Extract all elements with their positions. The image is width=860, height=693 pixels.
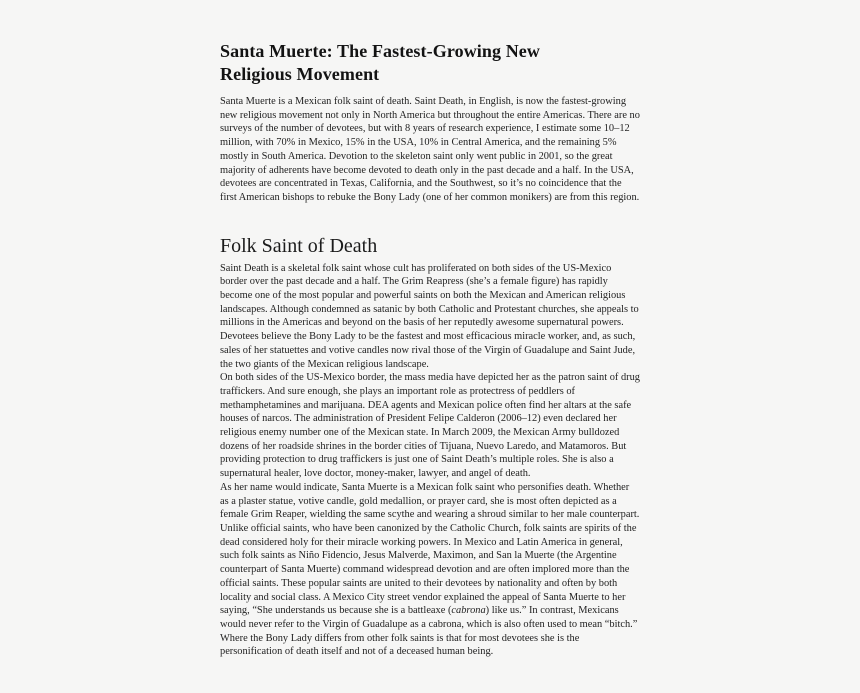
article-title [220, 40, 640, 86]
section-paragraph-3 [220, 481, 640, 659]
section-heading: Folk Saint of Death [220, 234, 378, 257]
article-title-line1: Santa Muerte: The Fastest-Growing New [220, 41, 540, 61]
paragraph-3-italic-term: cabrona [451, 605, 486, 617]
intro-paragraph: Santa Muerte is a Mexican folk saint of death. Saint Death, in English, is now the fastest-growing new religious movement not only in North America but throughout the entire Americas. There are no surveys of the number of devotees, but with 8 years of research experience, I estimate some 10–12 million, with 70% in Mexico, 15% in the USA, 10% in Central America, and the remaining 5% mostly in South America. Devotion to the skeleton saint only went public in 2001, so the great majority of adherents have become devoted to death only in the past decade and a half. In the USA, devotees are concentrated in Texas, California, and the Southwest, so it’s no coincidence that the first American bishops to rebuke the Bony Lady (one of her common monikers) are from this region. [220, 96, 640, 203]
section-paragraph-1: Saint Death is a skeletal folk saint whose cult has proliferated on both sides of the US-Mexico border over the past decade and a half. The Grim Reapress (she’s a female figure) has rapidly become one of the most popular and powerful saints on both the Mexican and American religious landscapes. Although condemned as satanic by both Catholic and Protestant churches, she appeals to millions in the Americas and beyond on the basis of her reputedly awesome supernatural powers. Devotees believe the Bony Lady to be the fastest and most efficacious miracle worker, and, as such, sales of her statuettes and votive candles now rival those of the Virgin of Guadalupe and Saint Jude, the two giants of the Mexican religious landscape. [220, 262, 639, 370]
article-title-line2: Religious Movement [220, 64, 380, 84]
paragraph-3-text-start: As her name would indicate, Santa Muerte is a Mexican folk saint who personifies death. Whether as a plaster statue, votive candle, gold medallion, or prayer card, she is most often depicted as a female Grim Reaper, wielding the same scythe and wearing a shroud similar to her male counterpart. Unlike official saints, who have been canonized by the Catholic Church, folk saints are spirits of the dead considered holy for their miracle working powers. In Mexico and Latin America in general, such folk saints as Niño Fidencio, Jesus Malverde, Maximon, and San la Muerte (the Argentine counterpart of Santa Muerte) command widespread devotion and are often implored more than the official saints. These popular saints are united to their devotees by nationality and often by both locality and social class. A Mexico City street vendor explained the appeal of Santa Muerte to her saying, “She understands us because she is a battleaxe ( [220, 481, 640, 617]
paragraph-3-text-end: ) like us.” In contrast, Mexicans would never refer to the Virgin of Guadalupe as a cabrona, which is also often used to mean “bitch.” Where the Bony Lady differs from other folk saints is that for most devotees she is the personification of death itself and not of a deceased human being. [220, 605, 638, 658]
document-page [220, 0, 640, 659]
section-paragraph-2: On both sides of the US-Mexico border, the mass media have depicted her as the patron saint of drug traffickers. And sure enough, she plays an important role as protectress of peddlers of methamphetamines and marijuana. DEA agents and Mexican police often find her altars at the safe houses of narcos. The administration of President Felipe Calderon (2006–12) even declared her religious enemy number one of the Mexican state. In March 2009, the Mexican Army bulldozed dozens of her roadside shrines in the border cities of Tijuana, Nuevo Laredo, and Matamoros. But providing protection to drug traffickers is just one of Saint Death’s multiple roles. She is also a supernatural healer, love doctor, money-maker, lawyer, and angel of death. [220, 372, 641, 480]
